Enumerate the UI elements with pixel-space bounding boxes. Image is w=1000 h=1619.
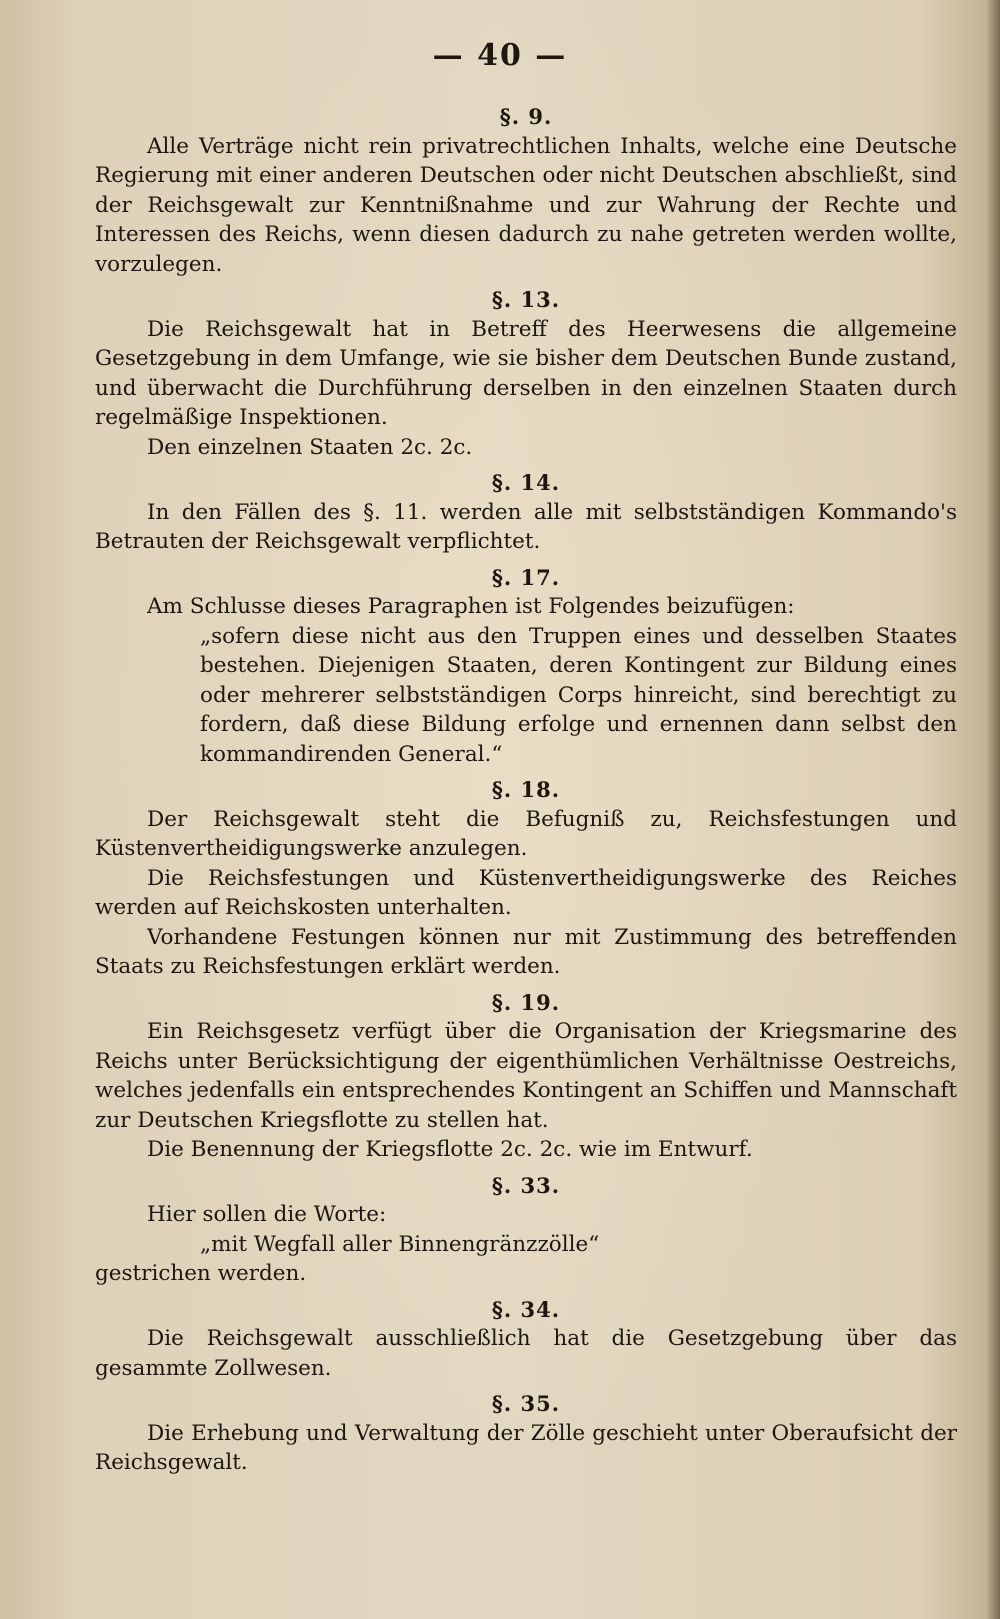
paragraph: gestrichen werden. [95, 1261, 307, 1286]
paragraph: Die Reichsgewalt ausschließlich hat die Gesetzgebung über das gesammte Zollwesen. [95, 1326, 957, 1381]
paragraph: Alle Verträge nicht rein privatrechtlichen Inhalts, welche eine Deutsche Regierung mit einer anderen Deutschen oder nicht Deutschen abschließt, sind der Reichsgewalt zur Kenntnißnahme und zur Wahrung der Rechte und Interessen des Reichs, wenn diesen dadurch zu nahe getreten werden wollte, vorzulegen. [95, 133, 957, 277]
section-heading: §. 18. [491, 777, 561, 802]
section-heading: §. 19. [491, 989, 561, 1015]
paragraph: Die Reichsfestungen und Küstenvertheidigungswerke des Reiches werden auf Reichskosten unterhalten. [95, 865, 957, 920]
paragraph: Die Reichsgewalt hat in Betreff des Heerwesens die allgemeine Gesetzgebung in dem Umfange, wie sie bisher dem Deutschen Bunde zustand, und überwacht die Durchführung derselben in den einzelnen Staaten durch regelmäßige Inspektionen. [95, 316, 957, 430]
paragraph: Vorhandene Festungen können nur mit Zustimmung des betreffenden Staats zu Reichsfestungen erklärt werden. [95, 924, 957, 979]
quoted-text: „mit Wegfall aller Binnengränzzölle“ [200, 1231, 600, 1257]
paragraph: Die Erhebung und Verwaltung der Zölle geschieht unter Oberaufsicht der Reichsgewalt. [95, 1420, 957, 1475]
quoted-text: „sofern diese nicht aus den Truppen eines und desselben Staates bestehen. Diejenigen Staaten, deren Kontingent zur Bildung eines oder mehrerer selbstständigen Corps hinreicht, sind berechtigt zu fordern, daß diese Bildung erfolge und ernennen dann selbst den kommandirenden General.“ [200, 623, 957, 767]
paragraph: Der Reichsgewalt steht die Befugniß zu, Reichsfestungen und Küstenvertheidigungswerke anzulegen. [95, 806, 957, 861]
section-heading: §. 34. [491, 1296, 561, 1322]
section-heading: §. 9. [499, 104, 553, 129]
paragraph: Hier sollen die Worte: [147, 1202, 387, 1227]
section-heading: §. 14. [491, 470, 561, 495]
section-heading: §. 35. [491, 1391, 561, 1416]
section-heading: §. 17. [491, 564, 561, 590]
page-content [95, 102, 957, 1478]
section-heading: §. 33. [491, 1172, 561, 1198]
paragraph: Die Benennung der Kriegsflotte 2c. 2c. wie im Entwurf. [147, 1137, 753, 1162]
paragraph: Ein Reichsgesetz verfügt über die Organisation der Kriegsmarine des Reichs unter Berücksichtigung der eigenthümlichen Verhältnisse Oestreichs, welches jedenfalls ein entsprechendes Kontingent an Schiffen und Mannschaft zur Deutschen Kriegsflotte zu stellen hat. [95, 1019, 957, 1133]
section-heading: §. 13. [491, 287, 561, 312]
paragraph: Den einzelnen Staaten 2c. 2c. [147, 434, 473, 460]
page-number: — 40 — [432, 38, 568, 73]
paragraph: Am Schlusse dieses Paragraphen ist Folgendes beizufügen: [147, 594, 795, 619]
paragraph: In den Fällen des §. 11. werden alle mit selbstständigen Kommando's Betrauten der Reichsgewalt verpflichtet. [95, 499, 957, 554]
